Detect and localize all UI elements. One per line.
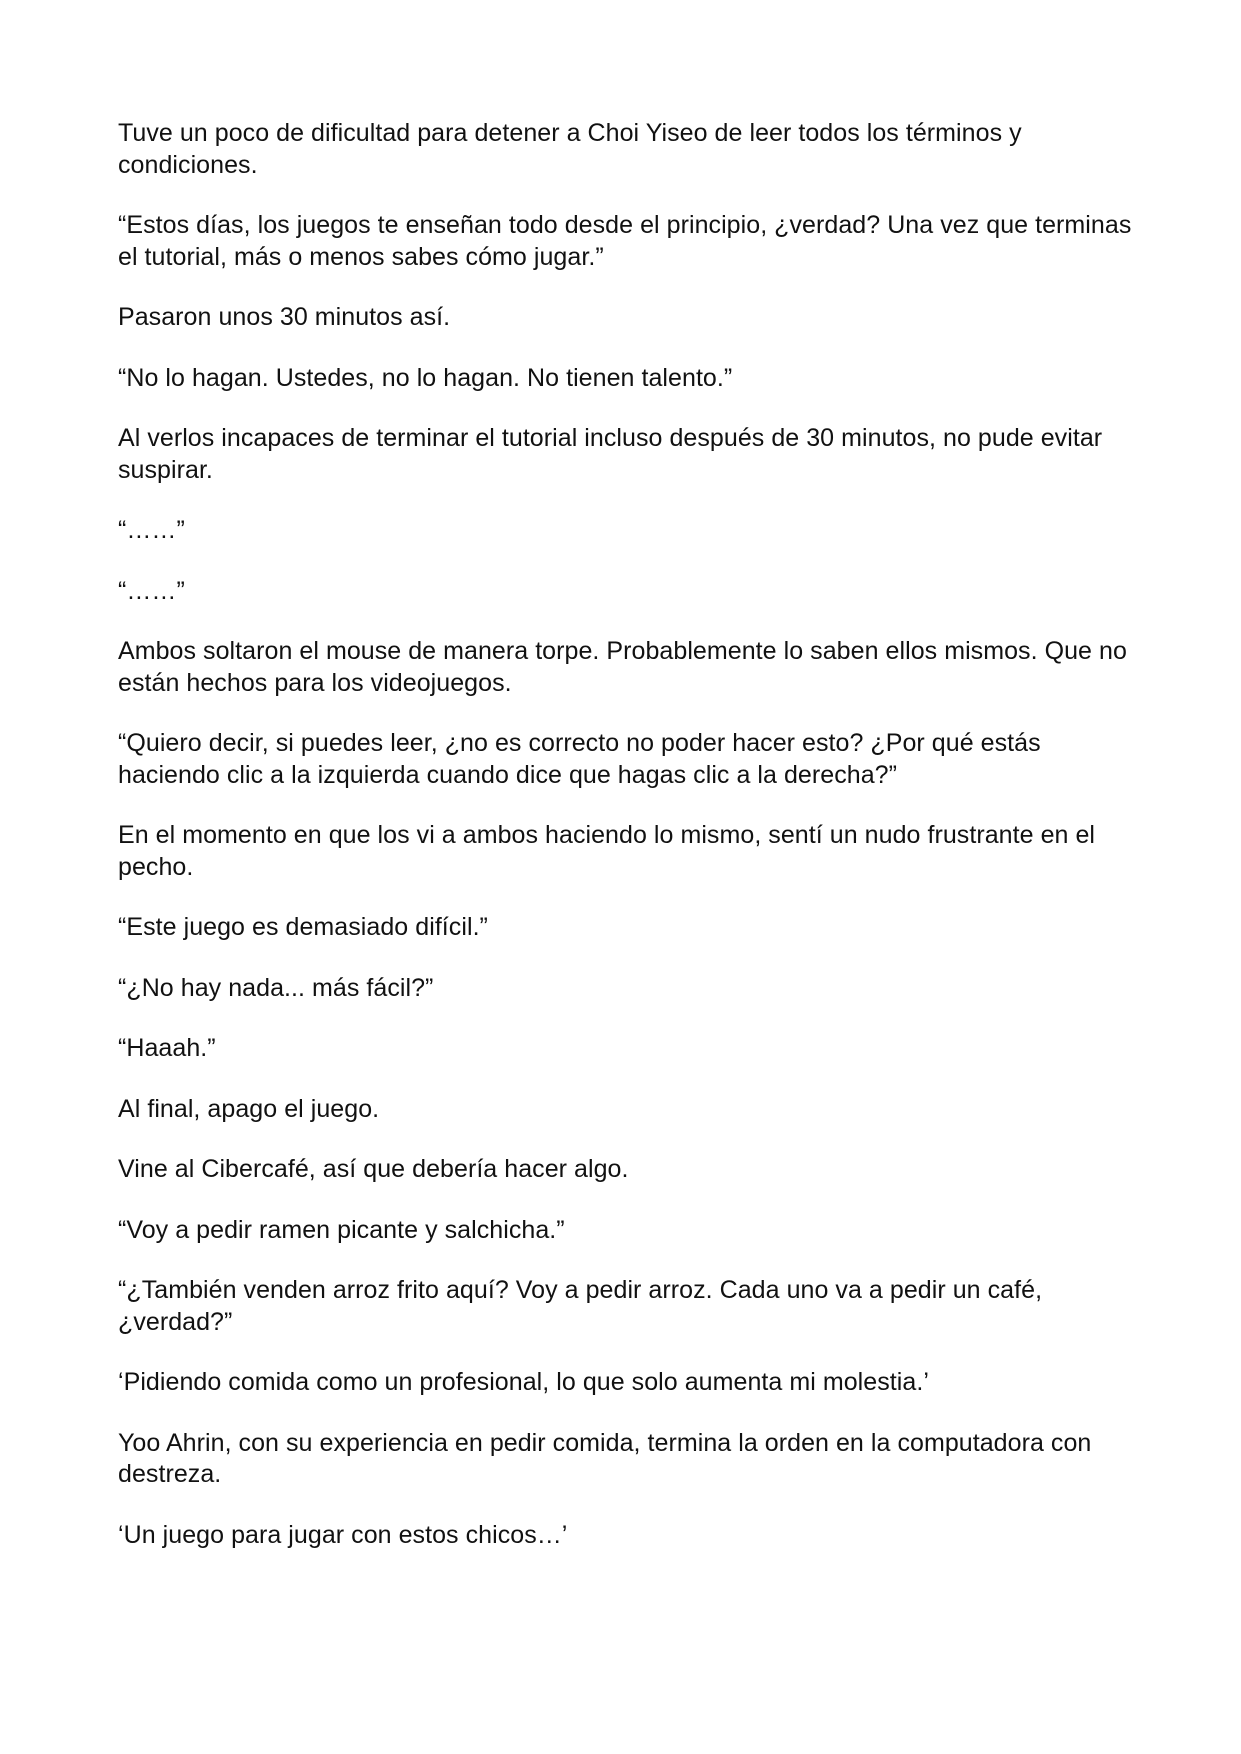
paragraph: Al final, apago el juego.: [118, 1094, 380, 1123]
paragraph: Tuve un poco de dificultad para detener a Choi Yiseo de leer todos los términos y condiciones.: [118, 119, 1022, 179]
paragraph: Yoo Ahrin, con su experiencia en pedir comida, termina la orden en la computadora con destreza.: [118, 1428, 1092, 1488]
paragraph: “¿También venden arroz frito aquí? Voy a pedir arroz. Cada uno va a pedir un café, ¿verdad?”: [118, 1276, 1043, 1336]
paragraph: ‘Pidiendo comida como un profesional, lo que solo aumenta mi molestia.’: [118, 1368, 929, 1396]
paragraph: Vine al Cibercafé, así que debería hacer algo.: [118, 1155, 629, 1183]
paragraph: “……”: [118, 576, 185, 605]
paragraph: Ambos soltaron el mouse de manera torpe. Probablemente lo saben ellos mismos. Que no están hechos para los videojuegos.: [118, 637, 1127, 697]
paragraph: “Haaah.”: [118, 1034, 216, 1062]
paragraph: “Estos días, los juegos te enseñan todo desde el principio, ¿verdad? Una vez que terminas el tutorial, más o menos sabes cómo jugar.”: [118, 211, 1132, 271]
paragraph: En el momento en que los vi a ambos haciendo lo mismo, sentí un nudo frustrante en el pecho.: [118, 821, 1096, 881]
paragraph: “……”: [118, 516, 185, 544]
paragraph: “No lo hagan. Ustedes, no lo hagan. No tienen talento.”: [118, 363, 733, 392]
paragraph: Pasaron unos 30 minutos así.: [118, 303, 451, 331]
paragraph: “¿No hay nada... más fácil?”: [118, 973, 434, 1002]
paragraph: “Este juego es demasiado difícil.”: [118, 913, 488, 941]
paragraph: “Quiero decir, si puedes leer, ¿no es correcto no poder hacer esto? ¿Por qué estás haciendo clic a la izquierda cuando dice que hagas clic a la derecha?”: [118, 729, 1041, 789]
paragraph: “Voy a pedir ramen picante y salchicha.”: [118, 1215, 565, 1244]
paragraph: ‘Un juego para jugar con estos chicos…’: [118, 1520, 568, 1549]
paragraph: Al verlos incapaces de terminar el tutorial incluso después de 30 minutos, no pude evitar suspirar.: [118, 424, 1103, 484]
